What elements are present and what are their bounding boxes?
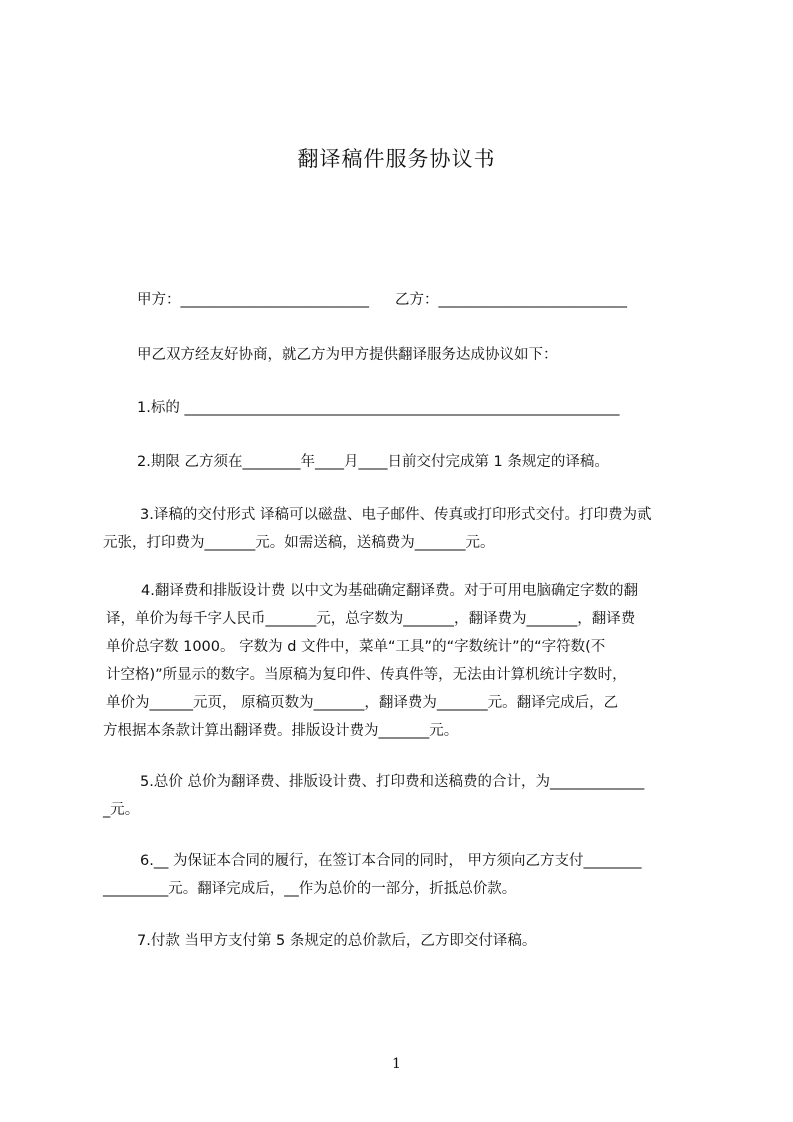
clause-7-payment: 7.付款 当甲方支付第 5 条规定的总价款后，乙方即交付译稿。: [137, 933, 537, 949]
clause-4-line-1: 4.翻译费和排版设计费 以中文为基础确定翻译费。对于可用电脑确定字数的翻: [141, 583, 638, 599]
clause-5-line-2: _元。: [103, 802, 140, 818]
clause-2-deadline: 2.期限 乙方须在________年____月____日前交付完成第 1 条规定的译稿。: [137, 454, 609, 470]
page-number: 1: [392, 1056, 401, 1072]
clause-4-line-6: 方根据本条款计算出翻译费。排版设计费为_______元。: [103, 723, 459, 739]
clause-4-line-3: 单价总字数 1000。 字数为 d 文件中，菜单“工具”的“字数统计”的“字符数(不: [106, 639, 606, 655]
clause-6-line-2: _________元。翻译完成后，__作为总价的一部分，折抵总价款。: [103, 881, 517, 897]
clause-4-line-5: 单价为______元页， 原稿页数为_______，翻译费为_______元。翻译完成后，乙: [106, 695, 619, 711]
clause-5-line-1: 5.总价 总价为翻译费、排版设计费、打印费和送稿费的合计，为_____________: [140, 774, 645, 790]
party-b-line: 乙方：__________________________: [395, 292, 627, 308]
clause-6-line-1: 6.__ 为保证本合同的履行，在签订本合同的同时， 甲方须向乙方支付________: [140, 853, 642, 869]
clause-3-line-1: 3.译稿的交付形式 译稿可以磁盘、电子邮件、传真或打印形式交付。打印费为贰: [140, 507, 652, 523]
party-a-line: 甲方：__________________________: [137, 292, 369, 308]
clause-1-subject: 1.标的 ____________________________________________________________: [137, 400, 620, 416]
intro-paragraph: 甲乙双方经友好协商，就乙方为甲方提供翻译服务达成协议如下：: [137, 347, 558, 363]
clause-3-line-2: 元张，打印费为_______元。如需送稿，送稿费为_______元。: [103, 535, 495, 551]
page-title: 翻译稿件服务协议书: [297, 147, 496, 171]
clause-4-line-4: 计空格)”所显示的数字。当原稿为复印件、传真件等，无法由计算机统计字数时，: [106, 667, 627, 683]
clause-4-line-2: 译，单价为每千字人民币_______元，总字数为_______，翻译费为_______，翻译费: [106, 611, 636, 627]
